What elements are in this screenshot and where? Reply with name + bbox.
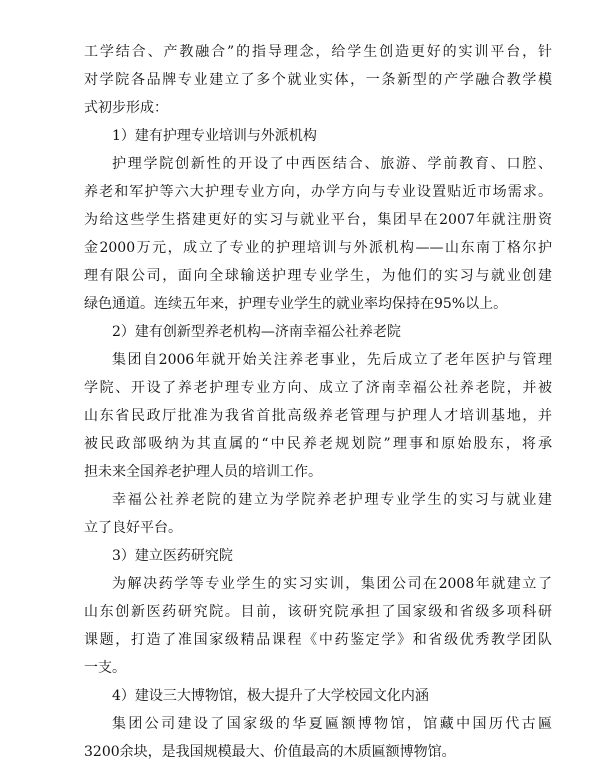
paragraph-line: 养老和军护等六大护理专业方向，办学方向与专业设置贴近市场需求。 xyxy=(84,184,552,200)
paragraph-line: 为给这些学生搭建更好的实习与就业平台，集团早在2007年就注册资 xyxy=(84,212,552,228)
paragraph-line: 担未来全国养老护理人员的培训工作。 xyxy=(84,464,322,480)
section-heading-3: 3）建立医药研究院 xyxy=(112,548,233,564)
paragraph-line: 一支。 xyxy=(84,660,126,676)
section-heading-1: 1）建有护理专业培训与外派机构 xyxy=(112,128,317,144)
paragraph-line: 山东省民政厅批准为我省首批高级养老管理与护理人才培训基地，并 xyxy=(84,408,552,424)
paragraph-line: 集团自2006年就开始关注养老事业，先后成立了老年医护与管理 xyxy=(112,352,552,368)
paragraph-line: 集团公司建设了国家级的华夏匾额博物馆，馆藏中国历代古匾 xyxy=(112,716,552,732)
section-heading-2: 2）建有创新型养老机构—济南幸福公社养老院 xyxy=(112,324,401,340)
paragraph-line: 对学院各品牌专业建立了多个就业实体，一条新型的产学融合教学模 xyxy=(84,72,552,88)
paragraph-line: 3200余块，是我国规模最大、价值最高的木质匾额博物馆。 xyxy=(84,744,456,760)
paragraph-line: 为解决药学等专业学生的实习实训，集团公司在2008年就建立了 xyxy=(112,576,552,592)
paragraph-line: 工学结合、产教融合”的指导理念，给学生创造更好的实训平台，针 xyxy=(84,44,552,60)
paragraph-line: 幸福公社养老院的建立为学院养老护理专业学生的实习与就业建 xyxy=(112,492,552,508)
paragraph-line: 绿色通道。连续五年来，护理专业学生的就业率均保持在95%以上。 xyxy=(84,296,508,312)
paragraph-line: 山东创新医药研究院。目前，该研究院承担了国家级和省级多项科研 xyxy=(84,604,552,620)
paragraph-line: 学院、开设了养老护理专业方向、成立了济南幸福公社养老院，并被 xyxy=(84,380,552,396)
paragraph-line: 被民政部吸纳为其直属的“中民养老规划院”理事和原始股东，将承 xyxy=(84,436,552,452)
section-heading-4: 4）建设三大博物馆，极大提升了大学校园文化内涵 xyxy=(112,688,429,704)
document-body xyxy=(84,38,552,766)
paragraph-line: 立了良好平台。 xyxy=(84,520,182,536)
paragraph-line: 金2000万元，成立了专业的护理培训与外派机构——山东南丁格尔护 xyxy=(84,240,552,256)
paragraph-line: 式初步形成： xyxy=(84,100,168,116)
paragraph-line: 护理学院创新性的开设了中西医结合、旅游、学前教育、口腔、 xyxy=(112,156,552,172)
paragraph-line: 理有限公司，面向全球输送护理专业学生，为他们的实习与就业创建 xyxy=(84,268,552,284)
paragraph-line: 课题，打造了准国家级精品课程《中药鉴定学》和省级优秀教学团队 xyxy=(84,632,552,648)
